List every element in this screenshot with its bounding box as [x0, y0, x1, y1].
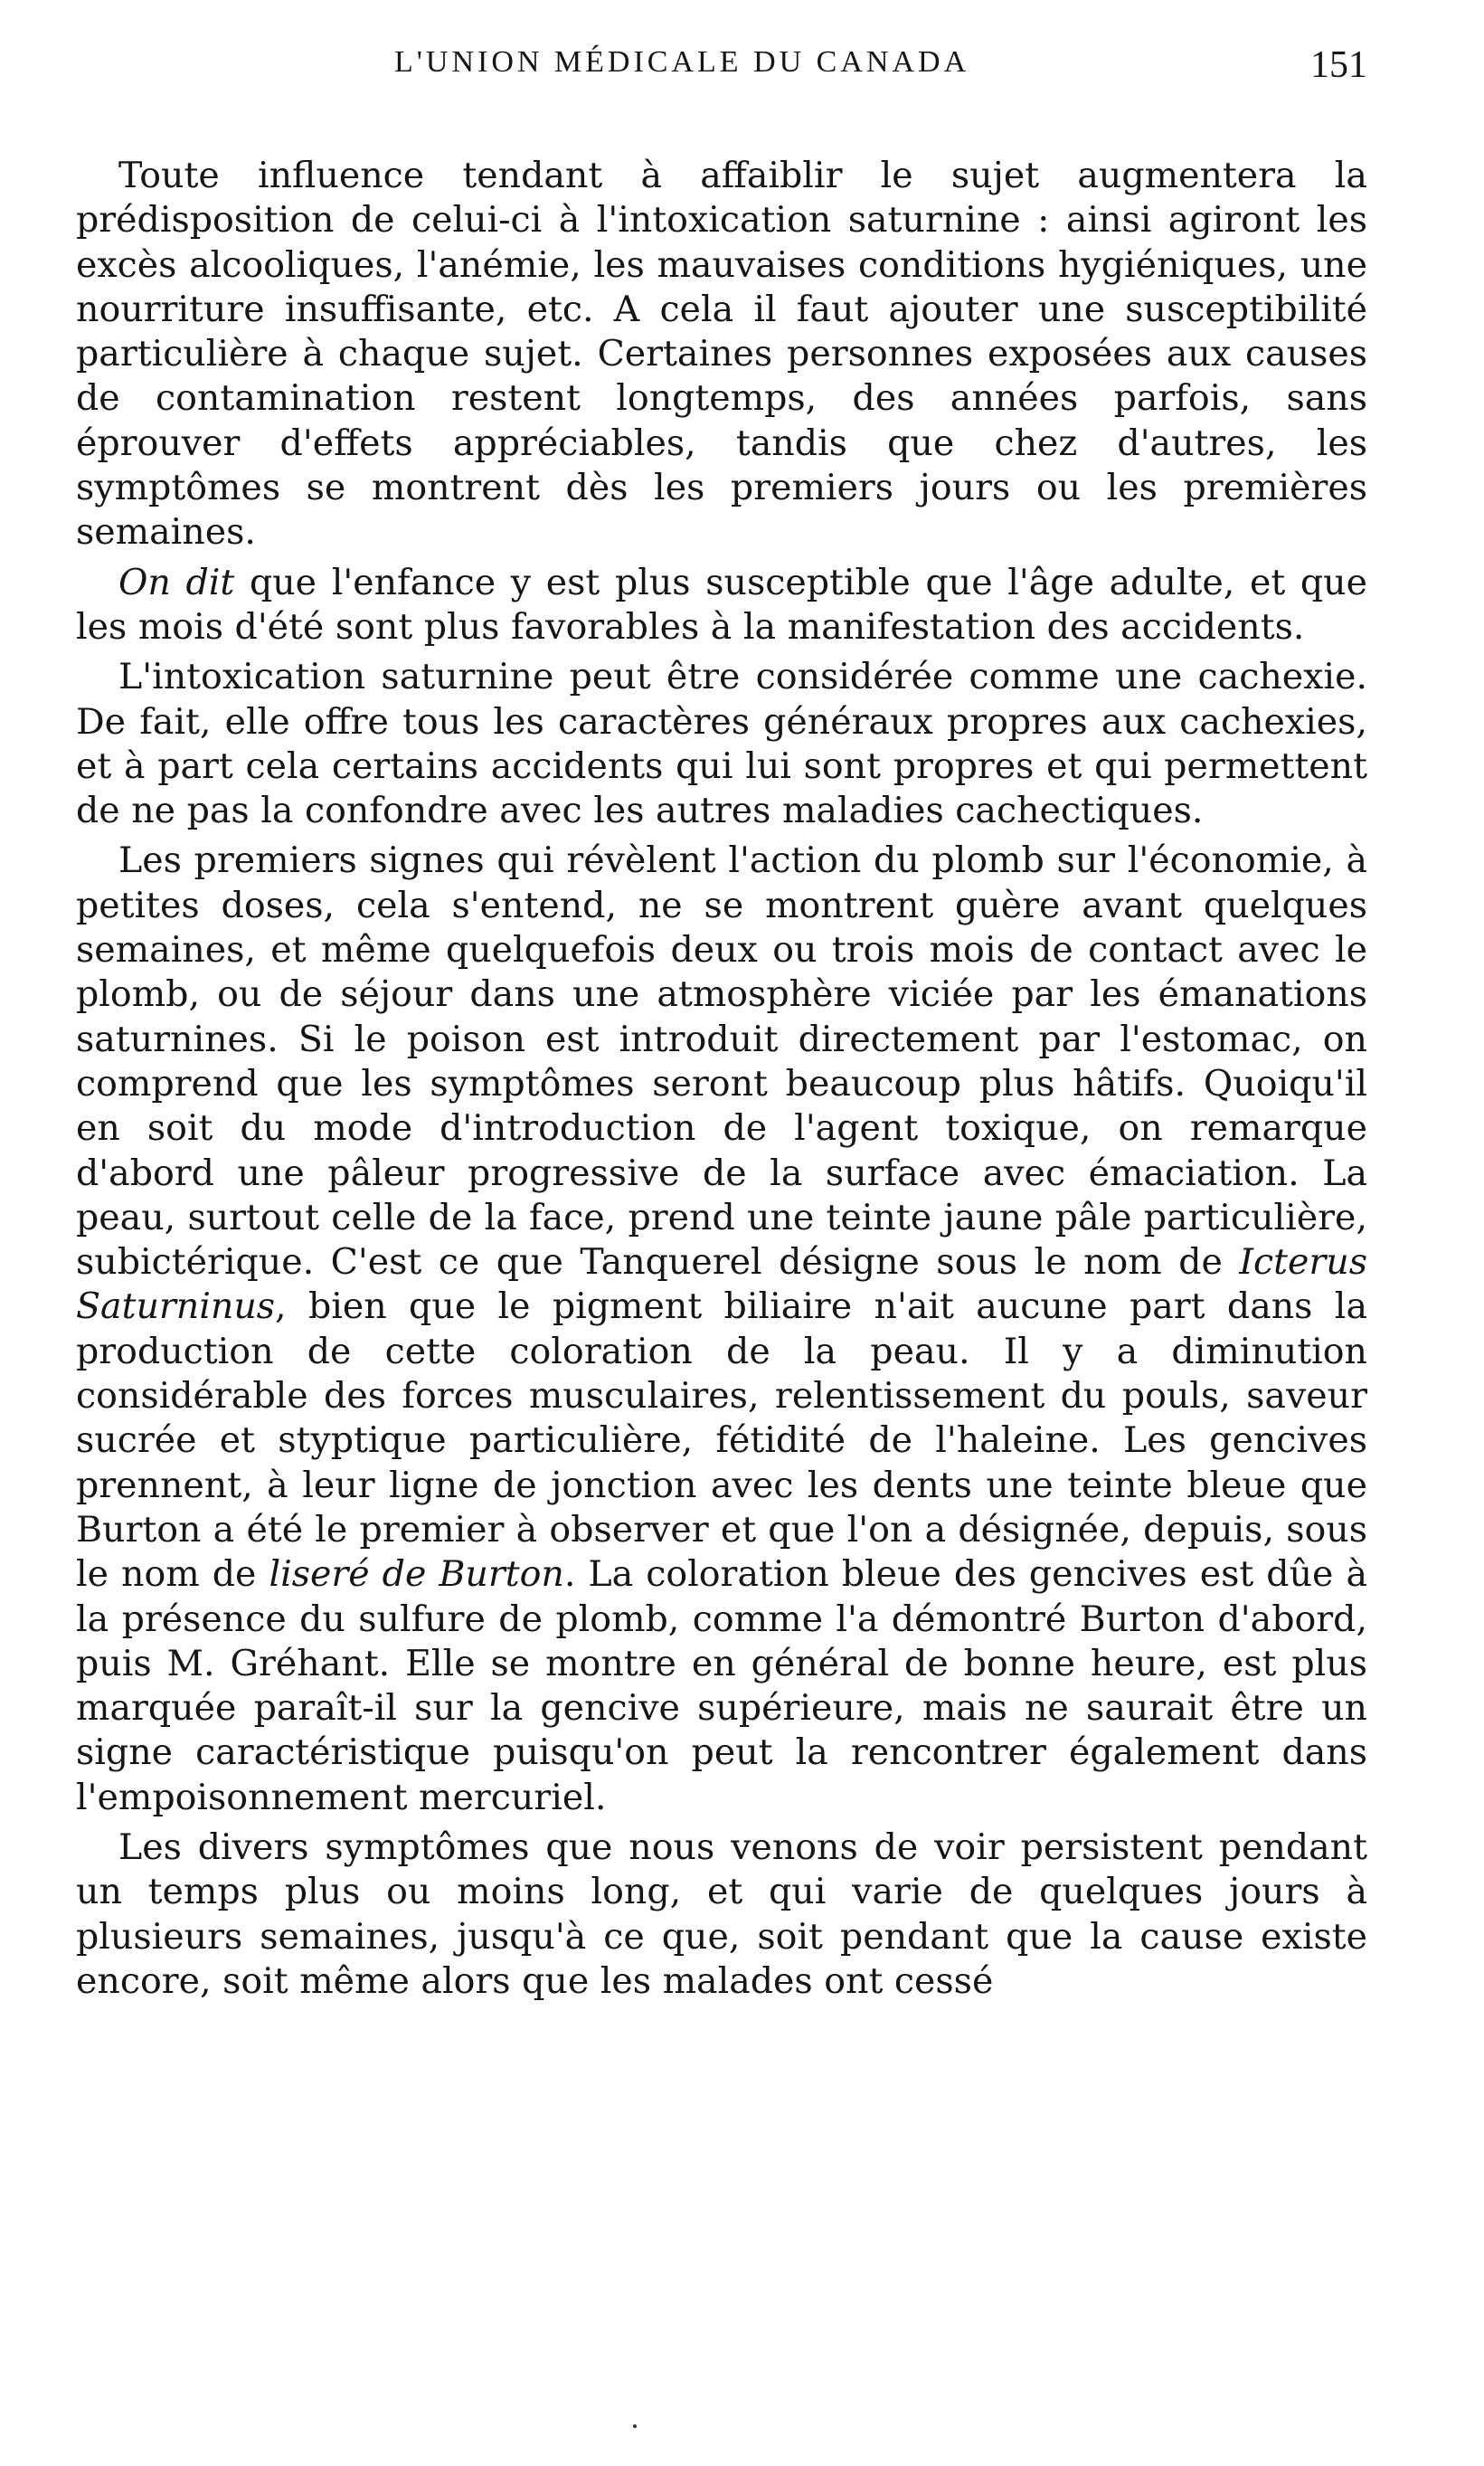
paragraph-4-italic-icterus: Icterus Saturninus — [76, 1241, 1367, 1328]
paragraph-4-text-b: , bien que le pigment biliaire n'ait aucune part dans la production de cette coloration de la peau. Il y a diminution considérable des forces musculaires, relentissement du pouls, saveur sucrée et styptique particulière, fétidité de l'haleine. Les gencives prennent, à leur ligne de jonction avec les dents une teinte bleue que Burton a été le premier à observer et que l'on a désignée, depuis, sous le nom de — [76, 1285, 1367, 1596]
paragraph-2 — [76, 561, 1367, 650]
page — [76, 45, 1367, 2004]
ink-speck — [633, 2424, 637, 2428]
paragraph-4-text-a: Les premiers signes qui révèlent l'action du plomb sur l'économie, à petites doses, cela s'entend, ne se montrent guère avant quelques semaines, et même quelquefois deux ou trois mois de contact avec le plomb, ou de séjour dans une atmosphère viciée par les émanations saturnines. Si le poison est introduit directement par l'estomac, on comprend que les symptômes seront beaucoup plus hâtifs. Quoiqu'il en soit du mode d'introduction de l'agent toxique, on remarque d'abord une pâleur progressive de la surface avec émaciation. La peau, surtout celle de la face, prend une teinte jaune pâle particulière, subictérique. C'est ce que Tanquerel désigne sous le nom de — [76, 839, 1367, 1284]
paragraph-1-text: Toute influence tendant à affaiblir le sujet augmentera la prédisposition de celui-ci à l'intoxication saturnine : ainsi agiront les excès alcooliques, l'anémie, les mauvaises conditions hygiéniques, une nourriture insuffisante, etc. A cela il faut ajouter une susceptibilité particulière à chaque sujet. Certaines personnes exposées aux causes de contamination restent longtemps, des années parfois, sans éprouver d'effets appréciables, tandis que chez d'autres, les symptômes se montrent dès les premiers jours ou les premières semaines. — [76, 155, 1367, 554]
page-number: 151 — [1310, 44, 1367, 86]
paragraph-5 — [76, 1826, 1367, 2004]
paragraph-3 — [76, 655, 1367, 833]
body-text — [76, 154, 1367, 2004]
paragraph-3-text: L'intoxication saturnine peut être considérée comme une cachexie. De fait, elle offre tous les caractères généraux propres aux cachexies, et à part cela certains accidents qui lui sont propres et qui permettent de ne pas la confondre avec les autres maladies cachectiques. — [76, 656, 1367, 832]
running-title: L'UNION MÉDICALE DU CANADA — [394, 45, 970, 79]
paragraph-4 — [76, 839, 1367, 1820]
running-head — [76, 45, 1367, 100]
paragraph-2-italic-on-dit: On dit — [118, 561, 235, 603]
paragraph-1 — [76, 154, 1367, 555]
paragraph-4-text-c: . La coloration bleue des gencives est dûe à la présence du sulfure de plomb, comme l'a démontré Burton d'abord, puis M. Gréhant. Elle se montre en général de bonne heure, est plus marquée paraît-il sur la gencive supérieure, mais ne saurait être un signe caractéristique puisqu'on peut la rencontrer également dans l'empoisonnement mercuriel. — [76, 1553, 1367, 1818]
paragraph-2-text: que l'enfance y est plus susceptible que l'âge adulte, et que les mois d'été sont plus favorables à la manifestation des accidents. — [76, 561, 1367, 648]
paragraph-4-italic-liseré: liseré de Burton — [269, 1553, 564, 1596]
paragraph-5-text: Les divers symptômes que nous venons de voir persistent pendant un temps plus ou moins long, et qui varie de quelques jours à plusieurs semaines, jusqu'à ce que, soit pendant que la cause existe encore, soit même alors que les malades ont cessé — [76, 1826, 1367, 2002]
